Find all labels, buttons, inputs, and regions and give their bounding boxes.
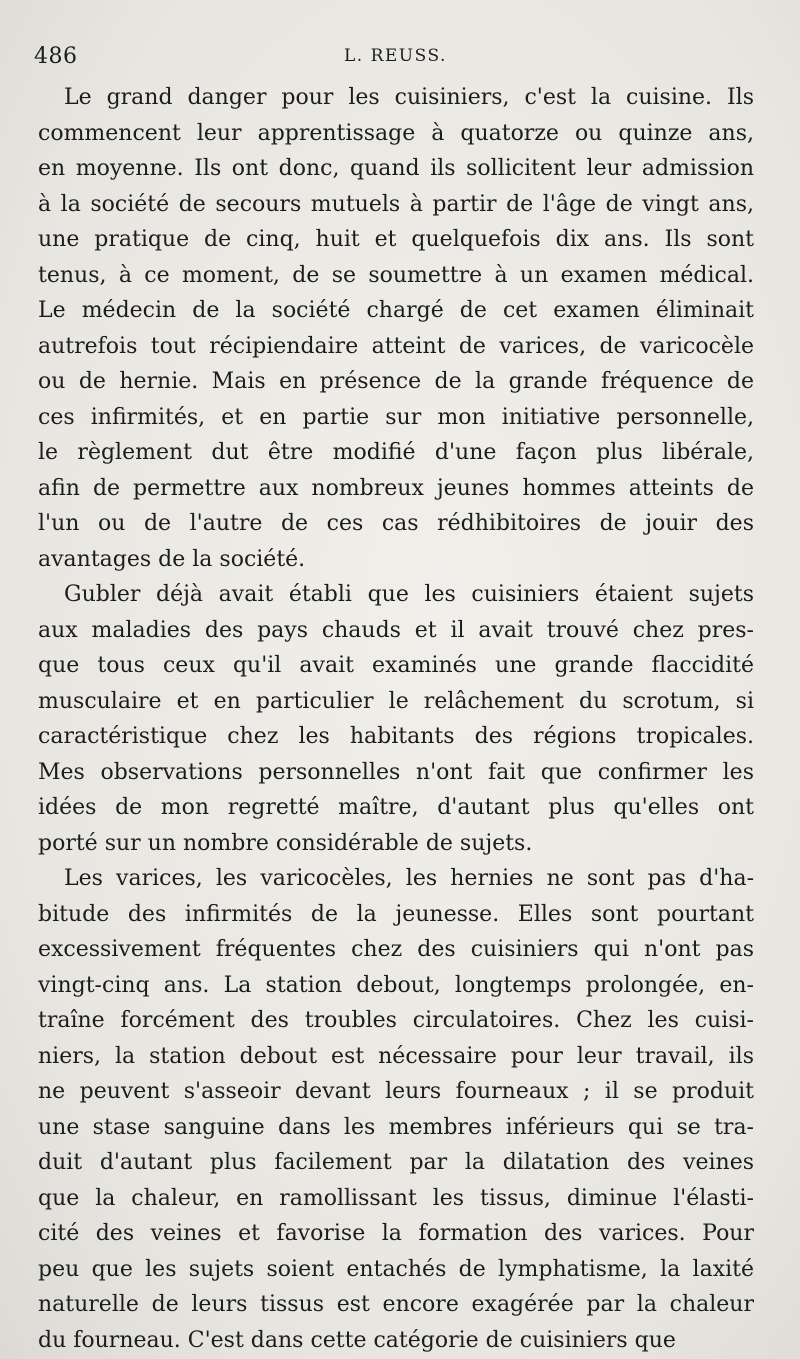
running-head: L. REUSS. [344,46,447,66]
text-line: à la société de secours mutuels à partir de l'âge de vingt ans, [38,191,754,217]
text-line: du fourneau. C'est dans cette catégorie de cuisiniers que [38,1327,676,1353]
paragraph [38,577,754,861]
text-line: musculaire et en particulier le relâchement du scrotum, si [38,688,754,714]
text-line: cité des veines et favorise la formation des varices. Pour [38,1221,754,1246]
text-line: une pratique de cinq, huit et quelquefois dix ans. Ils sont [38,227,754,252]
text-line: autrefois tout récipiendaire atteint de varices, de varicocèle [38,333,754,359]
text-line: aux maladies des pays chauds et il avait trouvé chez pres- [38,617,754,643]
text-line: ou de hernie. Mais en présence de la grande fréquence de [38,369,754,394]
text-line: naturelle de leurs tissus est encore exagérée par la chaleur [38,1292,754,1317]
paragraph [38,861,754,1358]
text-line: une stase sanguine dans les membres inférieurs qui se tra- [38,1114,754,1140]
text-line: duit d'autant plus facilement par la dilatation des veines [38,1150,754,1175]
text-line: que la chaleur, en ramollissant les tissus, diminue l'élasti- [38,1185,754,1211]
text-line: avantages de la société. [38,546,306,572]
text-line: commencent leur apprentissage à quatorze ou quinze ans, [38,120,754,146]
text-line: porté sur un nombre considérable de sujets. [38,830,533,856]
page-number: 486 [34,44,78,69]
text-line: vingt-cinq ans. La station debout, longtemps prolongée, en- [38,972,754,998]
text-line: l'un ou de l'autre de ces cas rédhibitoires de jouir des [38,511,754,536]
paragraph [38,80,754,577]
text-line: Le grand danger pour les cuisiniers, c'est la cuisine. Ils [64,85,754,110]
text-line: ces infirmités, et en partie sur mon initiative personnelle, [38,404,754,430]
text-line: afin de permettre aux nombreux jeunes hommes atteints de [38,475,754,501]
text-line: caractéristique chez les habitants des régions tropicales. [38,724,754,749]
text-line: que tous ceux qu'il avait examinés une grande flaccidité [38,653,754,678]
text-line: niers, la station debout est nécessaire pour leur travail, ils [38,1043,754,1069]
text-line: Mes observations personnelles n'ont fait que confirmer les [38,759,754,785]
text-line: en moyenne. Ils ont donc, quand ils sollicitent leur admission [38,156,754,181]
text-line: bitude des infirmités de la jeunesse. Elles sont pourtant [38,901,754,927]
text-line: traîne forcément des troubles circulatoires. Chez les cuisi- [38,1008,754,1033]
text-line: Le médecin de la société chargé de cet examen éliminait [38,298,754,323]
text-line: le règlement dut être modifié d'une façon plus libérale, [38,440,754,465]
text-line: Les varices, les varicocèles, les hernies ne sont pas d'ha- [64,866,754,891]
body-text [38,80,754,1358]
text-line: peu que les sujets soient entachés de lymphatisme, la laxité [38,1256,754,1282]
page-header [34,44,760,74]
text-line: Gubler déjà avait établi que les cuisiniers étaient sujets [64,582,754,607]
text-line: tenus, à ce moment, de se soumettre à un examen médical. [38,262,754,288]
text-line: excessivement fréquentes chez des cuisiniers qui n'ont pas [38,937,754,962]
text-line: idées de mon regretté maître, d'autant plus qu'elles ont [38,795,754,820]
text-line: ne peuvent s'asseoir devant leurs fourneaux ; il se produit [38,1079,754,1104]
